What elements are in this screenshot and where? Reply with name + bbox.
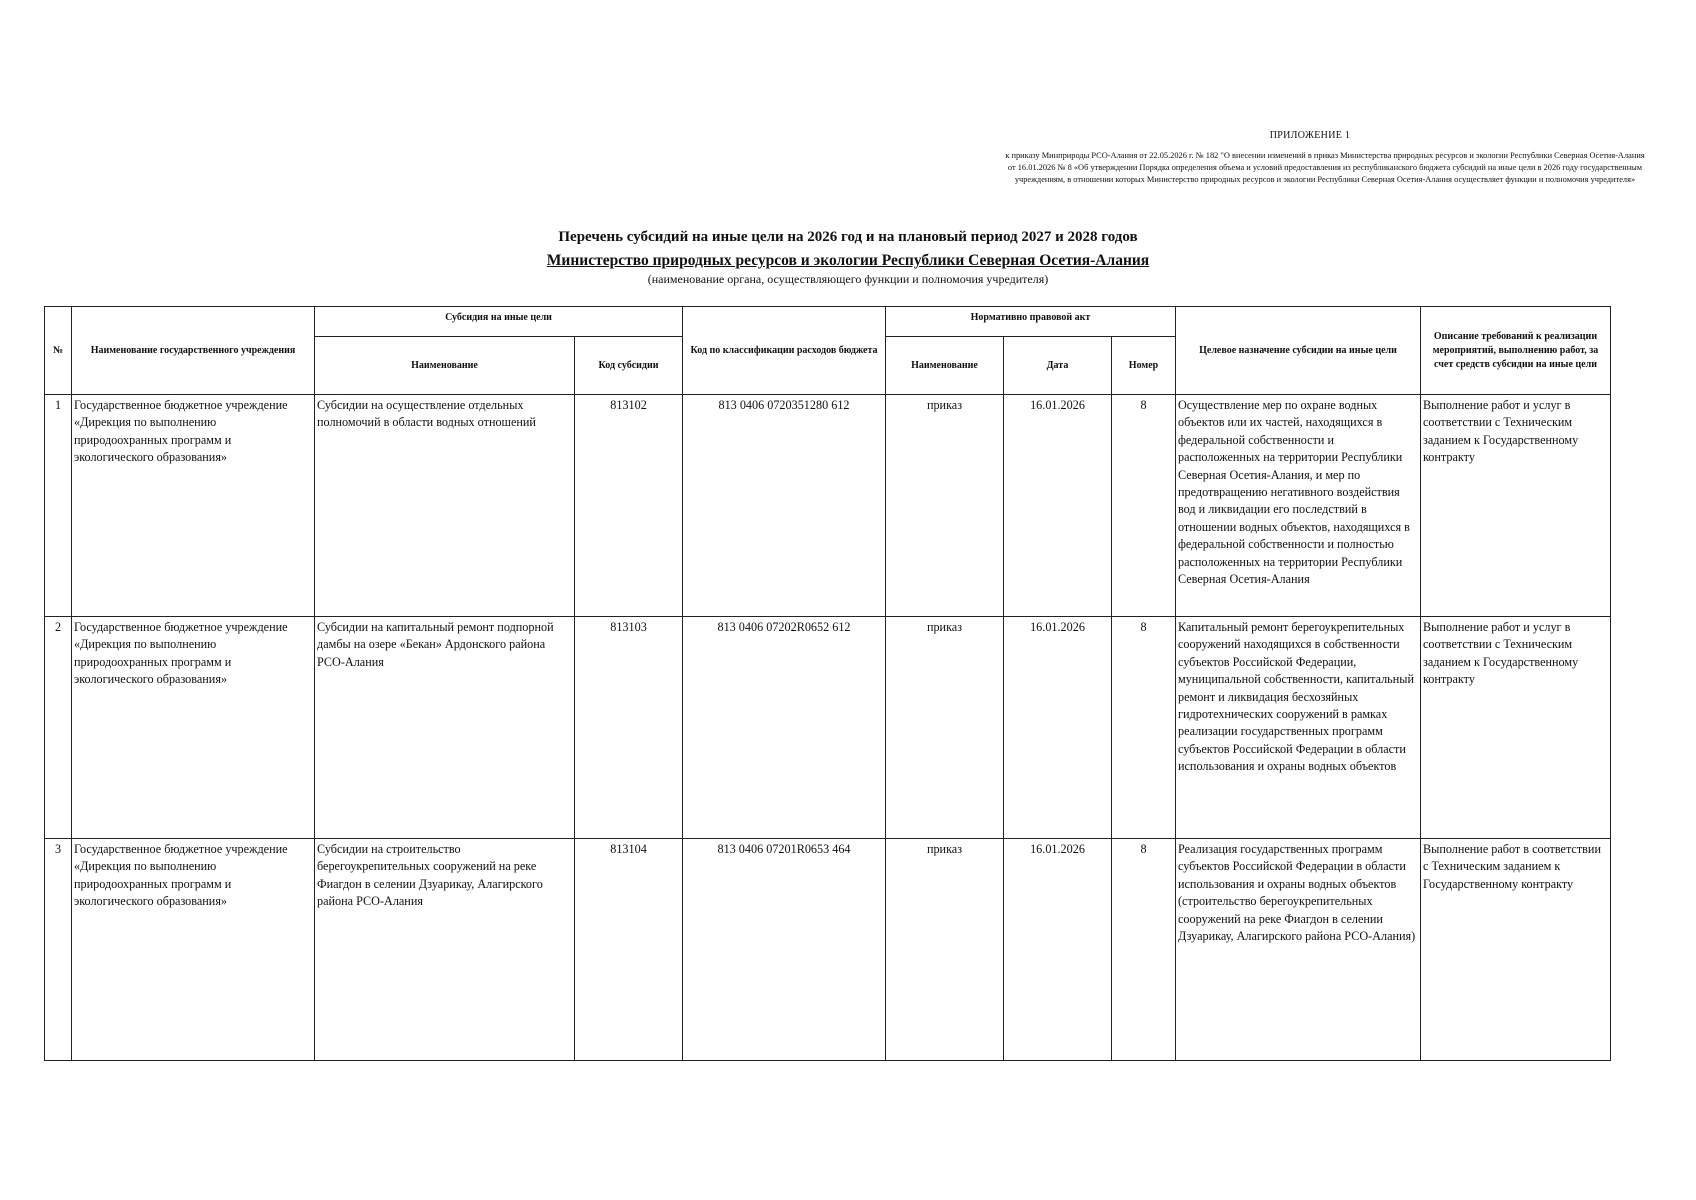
- header-subsidy-name: Наименование: [315, 337, 575, 395]
- row-institution: Государственное бюджетное учреждение «Дирекция по выполнению природоохранных программ и экологического образования»: [72, 839, 315, 1061]
- document-title: Перечень субсидий на иные цели на 2026 год и на плановый период 2027 и 2028 годов: [558, 229, 1138, 245]
- header-subsidy-group: Субсидия на иные цели: [315, 307, 683, 337]
- appendix-reference-text: к приказу Минприроды РСО-Алания от 22.05.2026 г. № 182 "О внесении изменений в приказ Министерства природных ресурсов и экологии Республики Северная Осетия-Алания от 16.01.2026 № 8 «Об утверждении Порядка определения объема и условий предоставления из республиканского бюджета субсидий на иные цели в 2026 году государственным учреждениям, в отношении которых Министерство природных ресурсов и экологии Республики Северная Осетия-Алания осуществляет функции и полномочия учредителя»: [1005, 151, 1645, 184]
- row-purpose: [1176, 395, 1421, 617]
- header-act-name: Наименование: [886, 337, 1004, 395]
- row-subsidy-name: Субсидии на строительство берегоукрепительных сооружений на реке Фиагдон в селении Дзуарикау, Алагирского района РСО-Алания: [315, 839, 575, 1061]
- row-requirements: Выполнение работ в соответствии с Техническим заданием к Государственному контракту: [1421, 839, 1611, 1061]
- row-act-number: 8: [1112, 395, 1176, 617]
- row-purpose: [1176, 617, 1421, 839]
- row-institution: Государственное бюджетное учреждение «Дирекция по выполнению природоохранных программ и экологического образования»: [72, 617, 315, 839]
- table-header-row: [45, 307, 1611, 337]
- appendix-title: ПРИЛОЖЕНИЕ 1: [1269, 130, 1351, 141]
- row-act-date: 16.01.2026: [1004, 839, 1112, 1061]
- row-subsidy-code: 813104: [575, 839, 683, 1061]
- row-budget-code: 813 0406 07201R0653 464: [683, 839, 886, 1061]
- row-purpose-text: Реализация государственных программ субъектов Российской Федерации в области использования и охраны водных объектов (строительство берегоукрепительных сооружений на реке Фиагдон в селении Дзуарикау, Алагирского района РСО-Алания): [1178, 842, 1416, 944]
- header-institution: Наименование государственного учреждения: [72, 307, 315, 395]
- row-act-number: 8: [1112, 617, 1176, 839]
- ministry-caption: (наименование органа, осуществляющего функции и полномочия учредителя): [647, 272, 1049, 286]
- header-act-group: Нормативно правовой акт: [886, 307, 1176, 337]
- row-institution: Государственное бюджетное учреждение «Дирекция по выполнению природоохранных программ и экологического образования»: [72, 395, 315, 617]
- header-act-date: Дата: [1004, 337, 1112, 395]
- header-subsidy-code: Код субсидии: [575, 337, 683, 395]
- subsidies-table: [44, 306, 1611, 1061]
- row-act-name: приказ: [886, 395, 1004, 617]
- ministry-name: Министерство природных ресурсов и экологии Республики Северная Осетия-Алания: [546, 252, 1150, 269]
- header-purpose: Целевое назначение субсидии на иные цели: [1176, 307, 1421, 395]
- row-subsidy-name: Субсидии на капитальный ремонт подпорной дамбы на озере «Бекан» Ардонского района РСО-Алания: [315, 617, 575, 839]
- row-num: 3: [45, 839, 72, 1061]
- table-row: [45, 395, 1611, 617]
- row-act-date: 16.01.2026: [1004, 395, 1112, 617]
- row-purpose-text: Осуществление мер по охране водных объектов или их частей, находящихся в федеральной собственности и расположенных на территории Республики Северная Осетия-Алания, и мер по предотвращению негативного воздействия вод и ликвидации его последствий в отношении водных объектов, находящихся в федеральной собственности и полностью расположенных на территории Республики Северная Осетия-Алания: [1178, 398, 1410, 587]
- row-num: 1: [45, 395, 72, 617]
- row-act-date: 16.01.2026: [1004, 617, 1112, 839]
- row-requirements: Выполнение работ и услуг в соответствии с Техническим заданием к Государственному контракту: [1421, 395, 1611, 617]
- table-row: [45, 617, 1611, 839]
- row-requirements: Выполнение работ и услуг в соответствии с Техническим заданием к Государственному контракту: [1421, 617, 1611, 839]
- header-requirements: Описание требований к реализации мероприятий, выполнению работ, за счет средств субсидии на иные цели: [1421, 307, 1611, 395]
- row-budget-code: 813 0406 0720351280 612: [683, 395, 886, 617]
- row-act-name: приказ: [886, 839, 1004, 1061]
- row-act-name: приказ: [886, 617, 1004, 839]
- row-act-number: 8: [1112, 839, 1176, 1061]
- row-subsidy-code: 813102: [575, 395, 683, 617]
- row-purpose-text: Капитальный ремонт берегоукрепительных сооружений находящихся в собственности субъектов Российской Федерации, муниципальной собственности, капитальный ремонт и ликвидация бесхозяйных гидротехнических сооружений в рамках реализации государственных программ субъектов Российской Федерации в области использования и охраны водных объектов: [1178, 620, 1414, 774]
- header-num: №: [45, 307, 72, 395]
- row-purpose: [1176, 839, 1421, 1061]
- header-act-number: Номер: [1112, 337, 1176, 395]
- row-num: 2: [45, 617, 72, 839]
- table-row: [45, 839, 1611, 1061]
- ministry-line: [0, 252, 1696, 270]
- row-subsidy-name: Субсидии на осуществление отдельных полномочий в области водных отношений: [315, 395, 575, 617]
- row-budget-code: 813 0406 07202R0652 612: [683, 617, 886, 839]
- row-subsidy-code: 813103: [575, 617, 683, 839]
- header-budget-code: Код по классификации расходов бюджета: [683, 307, 886, 395]
